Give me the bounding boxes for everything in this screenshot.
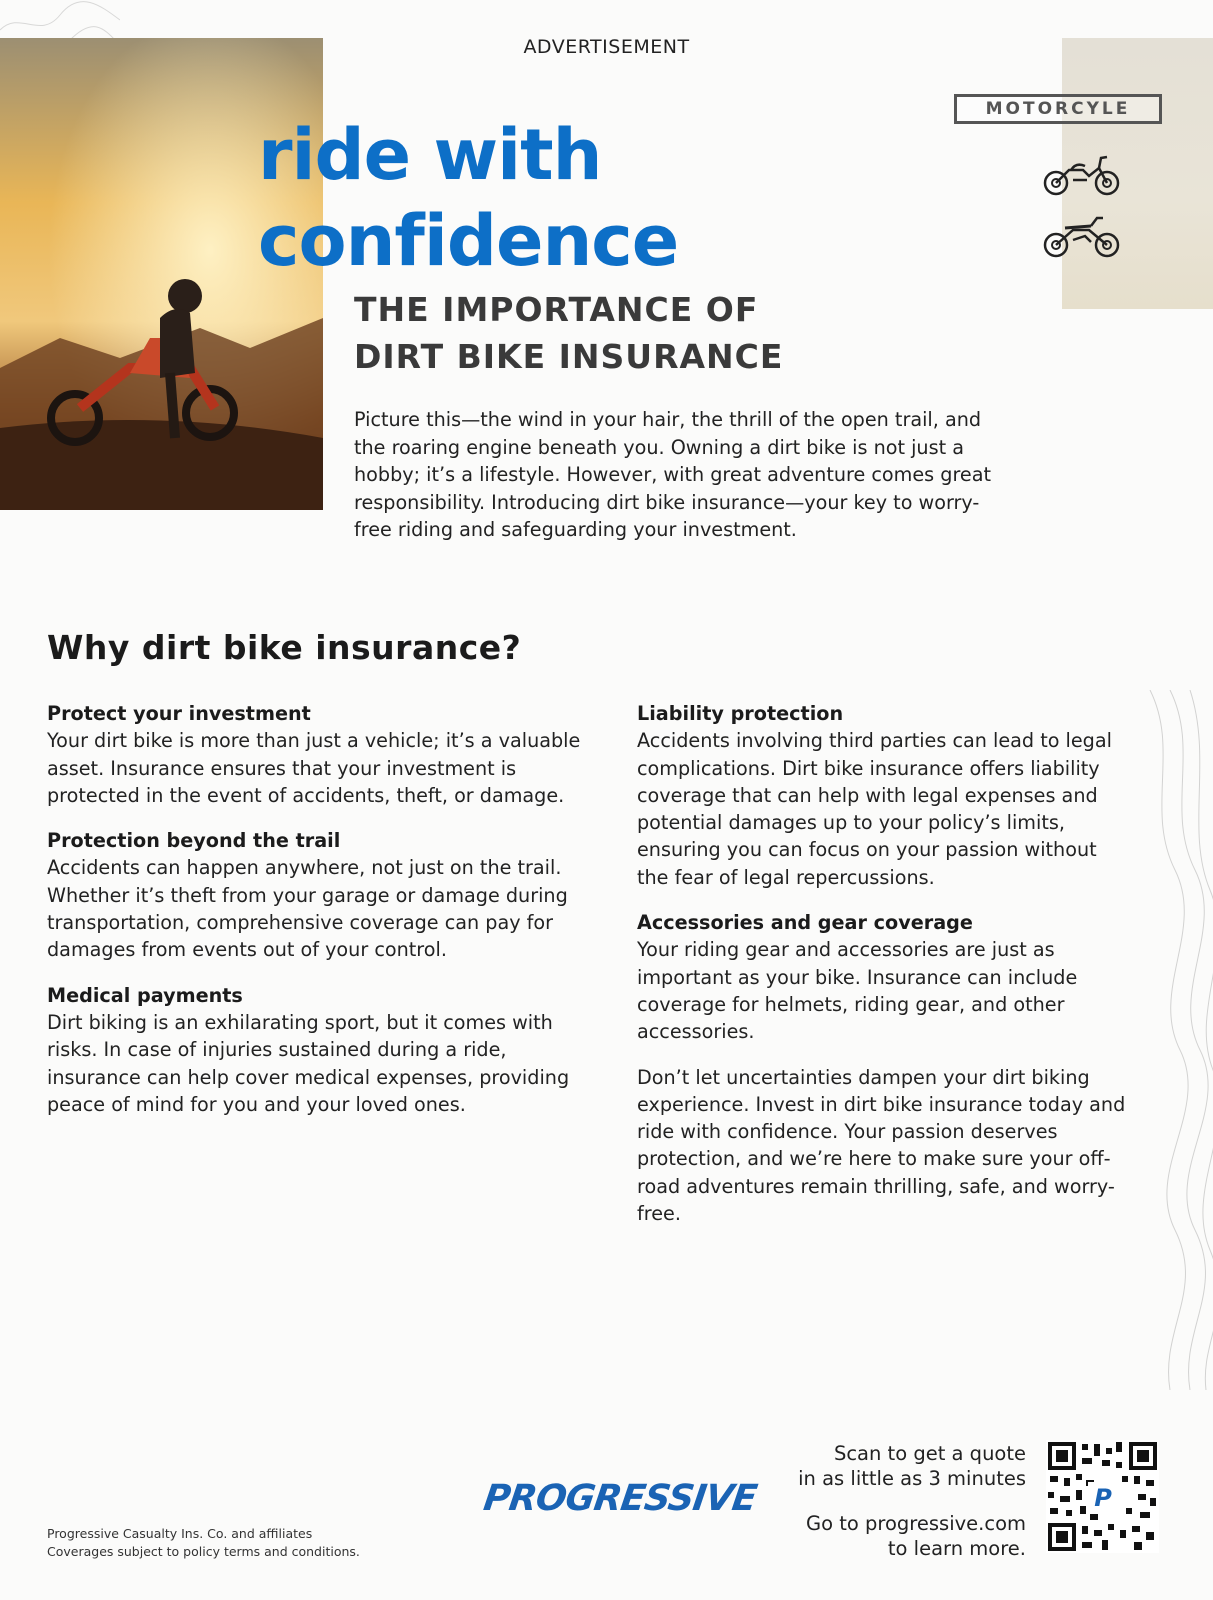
section-accessories-gear xyxy=(637,909,1127,1045)
section-heading: Accessories and gear coverage xyxy=(637,911,973,935)
disclaimer-line-1: Progressive Casualty Ins. Co. and affiliates xyxy=(47,1526,313,1541)
dirt-bike-icon xyxy=(1043,214,1121,260)
legal-disclaimer xyxy=(47,1525,360,1561)
category-badge: MOTORCYLE xyxy=(954,94,1162,124)
section-body: Accidents can happen anywhere, not just on the trail. Whether it’s theft from your garage or damage during transportation, comprehensive coverage can pay for damages from events out of your control. xyxy=(47,856,568,962)
progressive-logo xyxy=(481,1478,759,1522)
subheadline xyxy=(354,286,783,380)
section-heading: Protect your investment xyxy=(47,702,311,725)
intro-paragraph: Picture this—the wind in your hair, the thrill of the open trail, and the roaring engine beneath you. Owning a dirt bike is not just a hobby; it’s a lifestyle. However, with great adventure comes great responsibility. Introducing dirt bike insurance—your key to worry-free riding and safeguarding your investment. xyxy=(354,408,991,541)
section-heading: Protection beyond the trail xyxy=(47,829,341,853)
website-cta xyxy=(806,1511,1026,1561)
left-column xyxy=(47,700,592,1136)
subheadline-line-2: DIRT BIKE INSURANCE xyxy=(354,337,784,376)
cruiser-motorcycle-icon xyxy=(1043,152,1121,198)
scan-line-1: Scan to get a quote xyxy=(833,1442,1026,1465)
qr-center-logo: P xyxy=(1094,1484,1112,1512)
scan-cta xyxy=(798,1441,1026,1491)
goto-line-2: to learn more. xyxy=(887,1537,1026,1560)
section-medical-payments xyxy=(47,982,592,1118)
closing-paragraph: Don’t let uncertainties dampen your dirt biking experience. Invest in dirt bike insurance today and ride with confidence. Your passion deserves protection, and we’re here to make sure your off-road adventures remain thrilling, safe, and worry-free. xyxy=(637,1065,1126,1226)
section-heading: Medical payments xyxy=(47,983,243,1007)
advertisement-label: ADVERTISEMENT xyxy=(523,36,690,58)
headline-line-1: ride with xyxy=(258,114,602,196)
section-body: Dirt biking is an exhilarating sport, but it comes with risks. In case of injuries sustained during a ride, insurance can help cover medical expenses, providing peace of mind for you and your loved ones. xyxy=(47,1010,570,1116)
section-body: Your riding gear and accessories are just as important as your bike. Insurance can include coverage for helmets, riding gear, and other accessories. xyxy=(637,938,1078,1044)
topo-pattern-right xyxy=(1140,690,1213,1390)
section-body: Your dirt bike is more than just a vehicle; it’s a valuable asset. Insurance ensures that your investment is protected in the event of accidents, theft, or damage. xyxy=(47,729,581,807)
section-protect-investment xyxy=(47,700,592,809)
headline-line-2: confidence xyxy=(258,200,679,282)
right-column xyxy=(637,700,1127,1227)
section-protection-beyond-trail xyxy=(47,827,592,963)
scan-line-2: in as little as 3 minutes xyxy=(798,1467,1026,1490)
section-body: Accidents involving third parties can lead to legal complications. Dirt bike insurance offers liability coverage that can help with legal expenses and potential damages up to your policy’s limits, ensuring you can focus on your passion without the fear of legal repercussions. xyxy=(637,729,1112,889)
subheadline-line-1: THE IMPORTANCE OF xyxy=(354,290,759,329)
brand-name: PROGRESSIVE xyxy=(481,1478,759,1519)
qr-code[interactable] xyxy=(1046,1440,1159,1553)
disclaimer-line-2: Coverages subject to policy terms and conditions. xyxy=(47,1544,360,1559)
section-title: Why dirt bike insurance? xyxy=(47,628,522,667)
goto-line-1: Go to progressive.com xyxy=(806,1512,1026,1535)
section-liability-protection xyxy=(637,700,1127,891)
headline xyxy=(258,112,678,284)
section-heading: Liability protection xyxy=(637,702,844,725)
